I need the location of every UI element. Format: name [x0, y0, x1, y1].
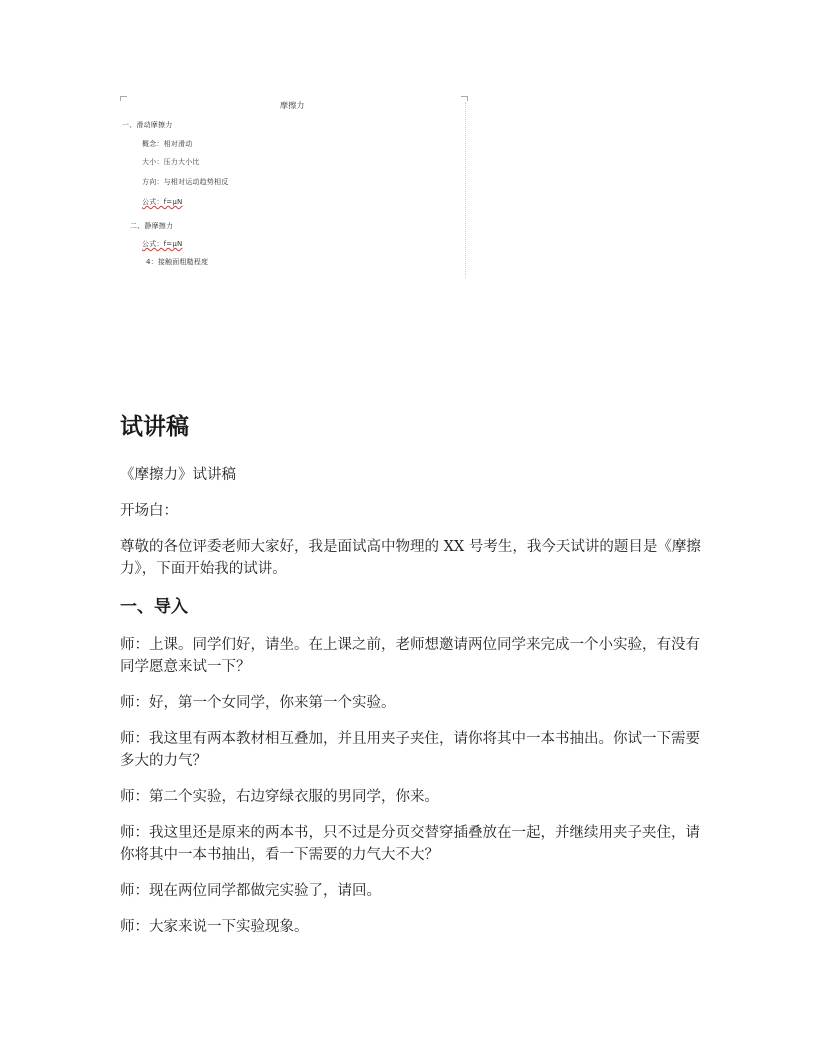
section-heading: 一、导入 — [120, 597, 188, 617]
dialogue-paragraph: 师：现在两位同学都做完实验了，请回。 — [120, 883, 381, 899]
scan-line: 公式：f=μN — [142, 198, 183, 206]
scan-edge-line — [465, 102, 466, 278]
scan-line: 4：接触面粗糙程度 — [146, 258, 209, 266]
crop-mark — [120, 96, 127, 101]
dialogue-paragraph: 师：第二个实验，右边穿绿衣服的男同学，你来。 — [120, 789, 439, 805]
document-body — [120, 464, 710, 952]
scan-line: 概念：相对滑动 — [142, 140, 193, 148]
scanned-blackboard-image — [118, 92, 470, 278]
dialogue-paragraph: 师：大家来说一下实验现象。 — [120, 919, 309, 935]
opening-label: 开场白： — [120, 503, 178, 519]
dialogue-paragraph: 师：上课。同学们好，请坐。在上课之前，老师想邀请两位同学来完成一个小实验，有没有同学愿意来试一下？ — [120, 637, 700, 675]
scan-line: 一、滑动摩擦力 — [122, 121, 173, 129]
scan-line: 二、静摩擦力 — [130, 222, 174, 230]
dialogue-paragraph: 师：我这里还是原来的两本书，只不过是分页交替穿插叠放在一起，并继续用夹子夹住，请你将其中一本书抽出，看一下需要的力气大不大？ — [120, 825, 700, 863]
document-subtitle: 《摩擦力》试讲稿 — [120, 467, 236, 483]
scan-line: 大小：压力大小比 — [142, 158, 200, 166]
scan-heading: 摩擦力 — [280, 101, 305, 110]
dialogue-paragraph: 师：好，第一个女同学，你来第一个实验。 — [120, 695, 396, 711]
document-title: 试讲稿 — [120, 414, 189, 440]
crop-mark — [461, 96, 468, 101]
scan-line: 公式：f=μN — [142, 240, 183, 248]
opening-text: 尊敬的各位评委老师大家好，我是面试高中物理的 XX 号考生，我今天试讲的题目是《摩擦力》，下面开始我的试讲。 — [120, 539, 701, 577]
scan-line: 方向：与相对运动趋势相反 — [142, 178, 229, 186]
dialogue-paragraph: 师：我这里有两本教材相互叠加，并且用夹子夹住，请你将其中一本书抽出。你试一下需要多大的力气？ — [120, 731, 700, 769]
